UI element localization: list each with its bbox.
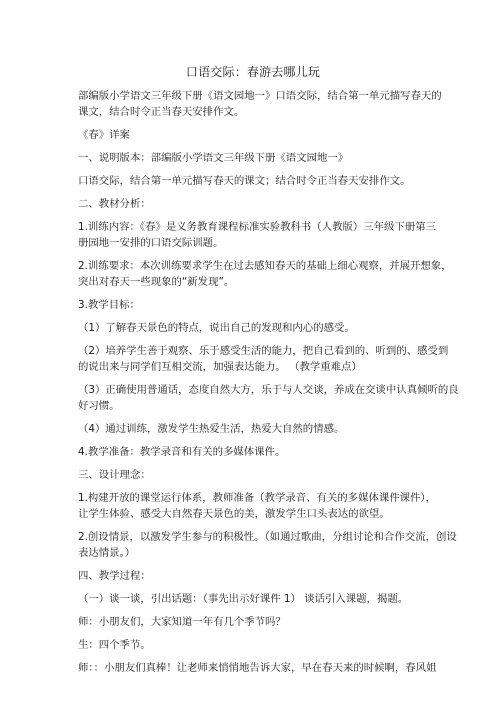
section-heading: 一、说明版本：部编版小学语文三年级下册《语文园地一》 [78,152,349,164]
list-item: 好习惯。 [78,400,120,412]
dialogue-line: 师：：小朋友们真棒！让老师来悄悄地告诉大家，早在春天来的时候啊，春风姐 [78,662,437,674]
paragraph-line: 册园地一安排的口语交际训题。 [78,237,224,249]
dialogue-line: 生：四个季节。 [78,639,151,651]
paragraph-line: 让学生体验、感受大自然春天景色的美，激发学生口头表达的欲望。 [78,508,390,520]
section-heading: 二、教材分析： [78,198,151,210]
paragraph-line: 1.构建开放的课堂运行体系，教师准备（教学录音、有关的多媒体课件课件）， [78,492,436,504]
section-heading: 三、设计理念： [78,469,151,481]
paragraph-line: （一）谈一谈，引出话题：（事先出示好课件 1） 谈话引入课题，揭题。 [78,593,409,605]
list-item: （4）通过训练，激发学生热爱生活，热爱大自然的情感。 [78,423,345,435]
paragraph-line: 1.训练内容：《春》是义务教育课程标准实验教科书（人教版）三年级下册第三 [78,221,436,233]
paragraph-line: 4.教学准备：教学录音和有关的多媒体课件。 [78,446,286,458]
document-title: 口语交际：春游去哪儿玩 [185,65,321,79]
paragraph-line: 突出对春天一些现象的“新发现”。 [78,276,235,288]
paragraph-line: 口语交际，结合第一单元描写春天的课文；结合时令正当春天安排作文。 [78,175,411,187]
document-body [78,64,459,676]
paragraph-line: 部编版小学语文三年级下册《语文园地一》口语交际，结合第一单元描写春天的 [78,90,442,102]
list-item: （2）培养学生善于观察、乐于感受生活的能力，把自己看到的、听到的、感受到 [78,345,449,357]
list-item: （3）正确使用普通话，态度自然大方，乐于与人交谈，养成在交谈中认真倾听的良 [78,384,459,396]
paragraph-line: 2.创设情景，以激发学生参与的积极性。（如通过歌曲，分组讨论和合作交流，创设 [78,531,457,543]
section-heading: 《春》详案 [78,129,130,141]
section-heading: 四、教学过程： [78,570,151,582]
dialogue-line: 师：小朋友们，大家知道一年有几个季节吗？ [78,616,286,628]
list-item: 的说出来与同学们互相交流，加强表达能力。 （教学重难点） [78,361,362,373]
section-heading: 3.教学目标： [78,299,140,311]
list-item: （1）了解春天景色的特点，说出自己的发现和内心的感受。 [78,322,355,334]
paragraph-line: 表达情景。） [78,547,136,559]
paragraph-line: 课文，结合时令正当春天安排作文。 [78,106,245,118]
paragraph-line: 2.训练要求：本次训练要求学生在过去感知春天的基础上细心观察，并展开想象， [78,260,452,272]
